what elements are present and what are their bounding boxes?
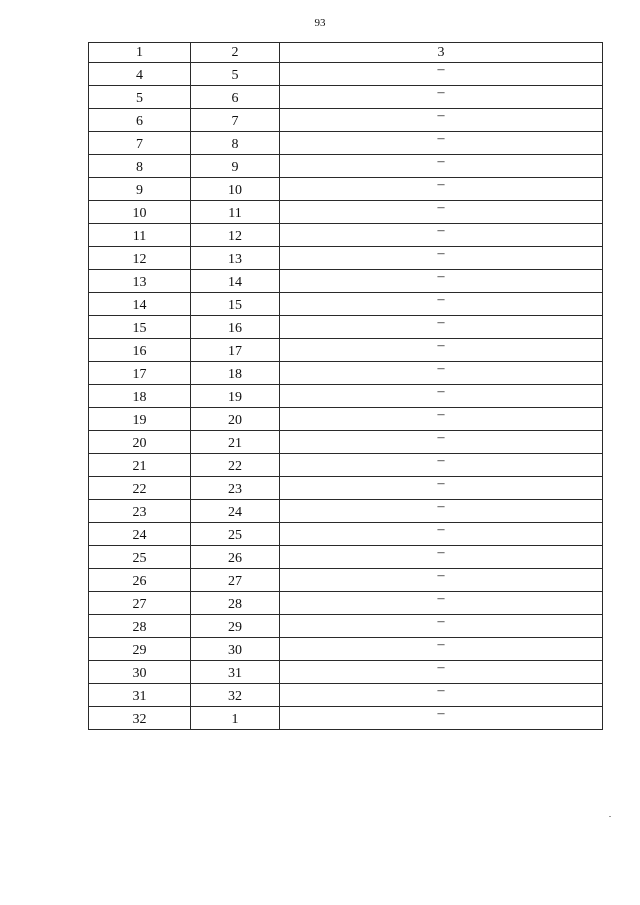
table-cell-col1: 30 — [89, 661, 191, 684]
table-cell-col2: 12 — [191, 224, 280, 247]
table-row — [89, 615, 603, 638]
table-row — [89, 707, 603, 730]
table-row — [89, 684, 603, 707]
table-cell-col1: 25 — [89, 546, 191, 569]
table-row — [89, 638, 603, 661]
table-cell-col1: 19 — [89, 408, 191, 431]
table-row — [89, 224, 603, 247]
table-row — [89, 132, 603, 155]
table-cell-col2: 17 — [191, 339, 280, 362]
table-cell-col1: 18 — [89, 385, 191, 408]
table-row — [89, 109, 603, 132]
table-cell-col3: – — [280, 385, 603, 408]
table-row — [89, 385, 603, 408]
table-cell-col2: 8 — [191, 132, 280, 155]
table-cell-col2: 25 — [191, 523, 280, 546]
table-cell-col2: 23 — [191, 477, 280, 500]
table-cell-col3: – — [280, 132, 603, 155]
table-cell-col3: – — [280, 178, 603, 201]
table-cell-col1: 28 — [89, 615, 191, 638]
table-cell-col2: 11 — [191, 201, 280, 224]
table-row — [89, 293, 603, 316]
table-cell-col1: 29 — [89, 638, 191, 661]
table-cell-col2: 27 — [191, 569, 280, 592]
table-cell-col2: 30 — [191, 638, 280, 661]
table-cell-col1: 24 — [89, 523, 191, 546]
table-cell-col2: 18 — [191, 362, 280, 385]
table-row — [89, 500, 603, 523]
table-cell-col3: – — [280, 201, 603, 224]
page-number: 93 — [314, 17, 326, 29]
table-row — [89, 270, 603, 293]
table-cell-col2: 6 — [191, 86, 280, 109]
table-cell-col1: 20 — [89, 431, 191, 454]
table-cell-col3: – — [280, 500, 603, 523]
table-cell-col2: 19 — [191, 385, 280, 408]
table-cell-col2: 28 — [191, 592, 280, 615]
table-cell-col1: 32 — [89, 707, 191, 730]
table-cell-col3: – — [280, 454, 603, 477]
table-row — [89, 523, 603, 546]
table-cell-col1: 9 — [89, 178, 191, 201]
table-cell-col1: 17 — [89, 362, 191, 385]
table-cell-col3: – — [280, 684, 603, 707]
table-cell-col1: 14 — [89, 293, 191, 316]
table-cell-col3: – — [280, 523, 603, 546]
table-row — [89, 454, 603, 477]
table-cell-col2: 7 — [191, 109, 280, 132]
table-cell-col1: 10 — [89, 201, 191, 224]
table-cell-col3: – — [280, 408, 603, 431]
table-cell-col1: 4 — [89, 63, 191, 86]
data-table — [88, 42, 603, 730]
table-row — [89, 247, 603, 270]
table-cell-col3: – — [280, 63, 603, 86]
table-row — [89, 178, 603, 201]
table-row — [89, 477, 603, 500]
table-cell-col1: 15 — [89, 316, 191, 339]
table-cell-col2: 21 — [191, 431, 280, 454]
table-cell-col2: 20 — [191, 408, 280, 431]
table-cell-col1: 21 — [89, 454, 191, 477]
table-cell-col3: – — [280, 293, 603, 316]
scan-speck — [609, 816, 611, 817]
table-cell-col3: – — [280, 362, 603, 385]
table-row — [89, 201, 603, 224]
table-row — [89, 661, 603, 684]
table-cell-col3: – — [280, 155, 603, 178]
header-cell-col3: 3 — [280, 43, 603, 63]
table-row — [89, 431, 603, 454]
table-cell-col1: 13 — [89, 270, 191, 293]
table-cell-col1: 26 — [89, 569, 191, 592]
table-cell-col2: 13 — [191, 247, 280, 270]
table-row — [89, 546, 603, 569]
table-cell-col2: 5 — [191, 63, 280, 86]
table-cell-col3: – — [280, 707, 603, 730]
table-cell-col3: – — [280, 638, 603, 661]
table-cell-col2: 1 — [191, 707, 280, 730]
table-cell-col3: – — [280, 316, 603, 339]
table-cell-col1: 8 — [89, 155, 191, 178]
table-cell-col2: 14 — [191, 270, 280, 293]
table-cell-col3: – — [280, 247, 603, 270]
table-cell-col2: 32 — [191, 684, 280, 707]
table-cell-col1: 6 — [89, 109, 191, 132]
table-cell-col3: – — [280, 477, 603, 500]
table-row — [89, 339, 603, 362]
table-cell-col3: – — [280, 431, 603, 454]
table-cell-col3: – — [280, 109, 603, 132]
header-cell-col1: 1 — [89, 43, 191, 63]
table-row — [89, 63, 603, 86]
table-cell-col2: 10 — [191, 178, 280, 201]
table-cell-col2: 16 — [191, 316, 280, 339]
table-body — [89, 43, 603, 730]
table-row — [89, 569, 603, 592]
table-cell-col3: – — [280, 339, 603, 362]
header-cell-col2: 2 — [191, 43, 280, 63]
table-cell-col2: 26 — [191, 546, 280, 569]
table-row — [89, 155, 603, 178]
table-cell-col3: – — [280, 546, 603, 569]
table-cell-col2: 9 — [191, 155, 280, 178]
table-cell-col2: 22 — [191, 454, 280, 477]
table-cell-col1: 7 — [89, 132, 191, 155]
table-cell-col1: 23 — [89, 500, 191, 523]
table-cell-col2: 15 — [191, 293, 280, 316]
table-cell-col1: 5 — [89, 86, 191, 109]
table-cell-col3: – — [280, 86, 603, 109]
table-row — [89, 408, 603, 431]
table-cell-col1: 27 — [89, 592, 191, 615]
table-cell-col3: – — [280, 592, 603, 615]
table-cell-col3: – — [280, 615, 603, 638]
table-cell-col2: 24 — [191, 500, 280, 523]
table-cell-col3: – — [280, 569, 603, 592]
table-cell-col1: 12 — [89, 247, 191, 270]
table-cell-col1: 31 — [89, 684, 191, 707]
table-cell-col1: 16 — [89, 339, 191, 362]
table-row — [89, 592, 603, 615]
table-cell-col1: 22 — [89, 477, 191, 500]
table-row — [89, 86, 603, 109]
table-header-row — [89, 43, 603, 63]
table-row — [89, 362, 603, 385]
table-row — [89, 316, 603, 339]
table-cell-col2: 29 — [191, 615, 280, 638]
table-cell-col3: – — [280, 661, 603, 684]
table-cell-col3: – — [280, 224, 603, 247]
table-cell-col3: – — [280, 270, 603, 293]
table-cell-col1: 11 — [89, 224, 191, 247]
table-cell-col2: 31 — [191, 661, 280, 684]
